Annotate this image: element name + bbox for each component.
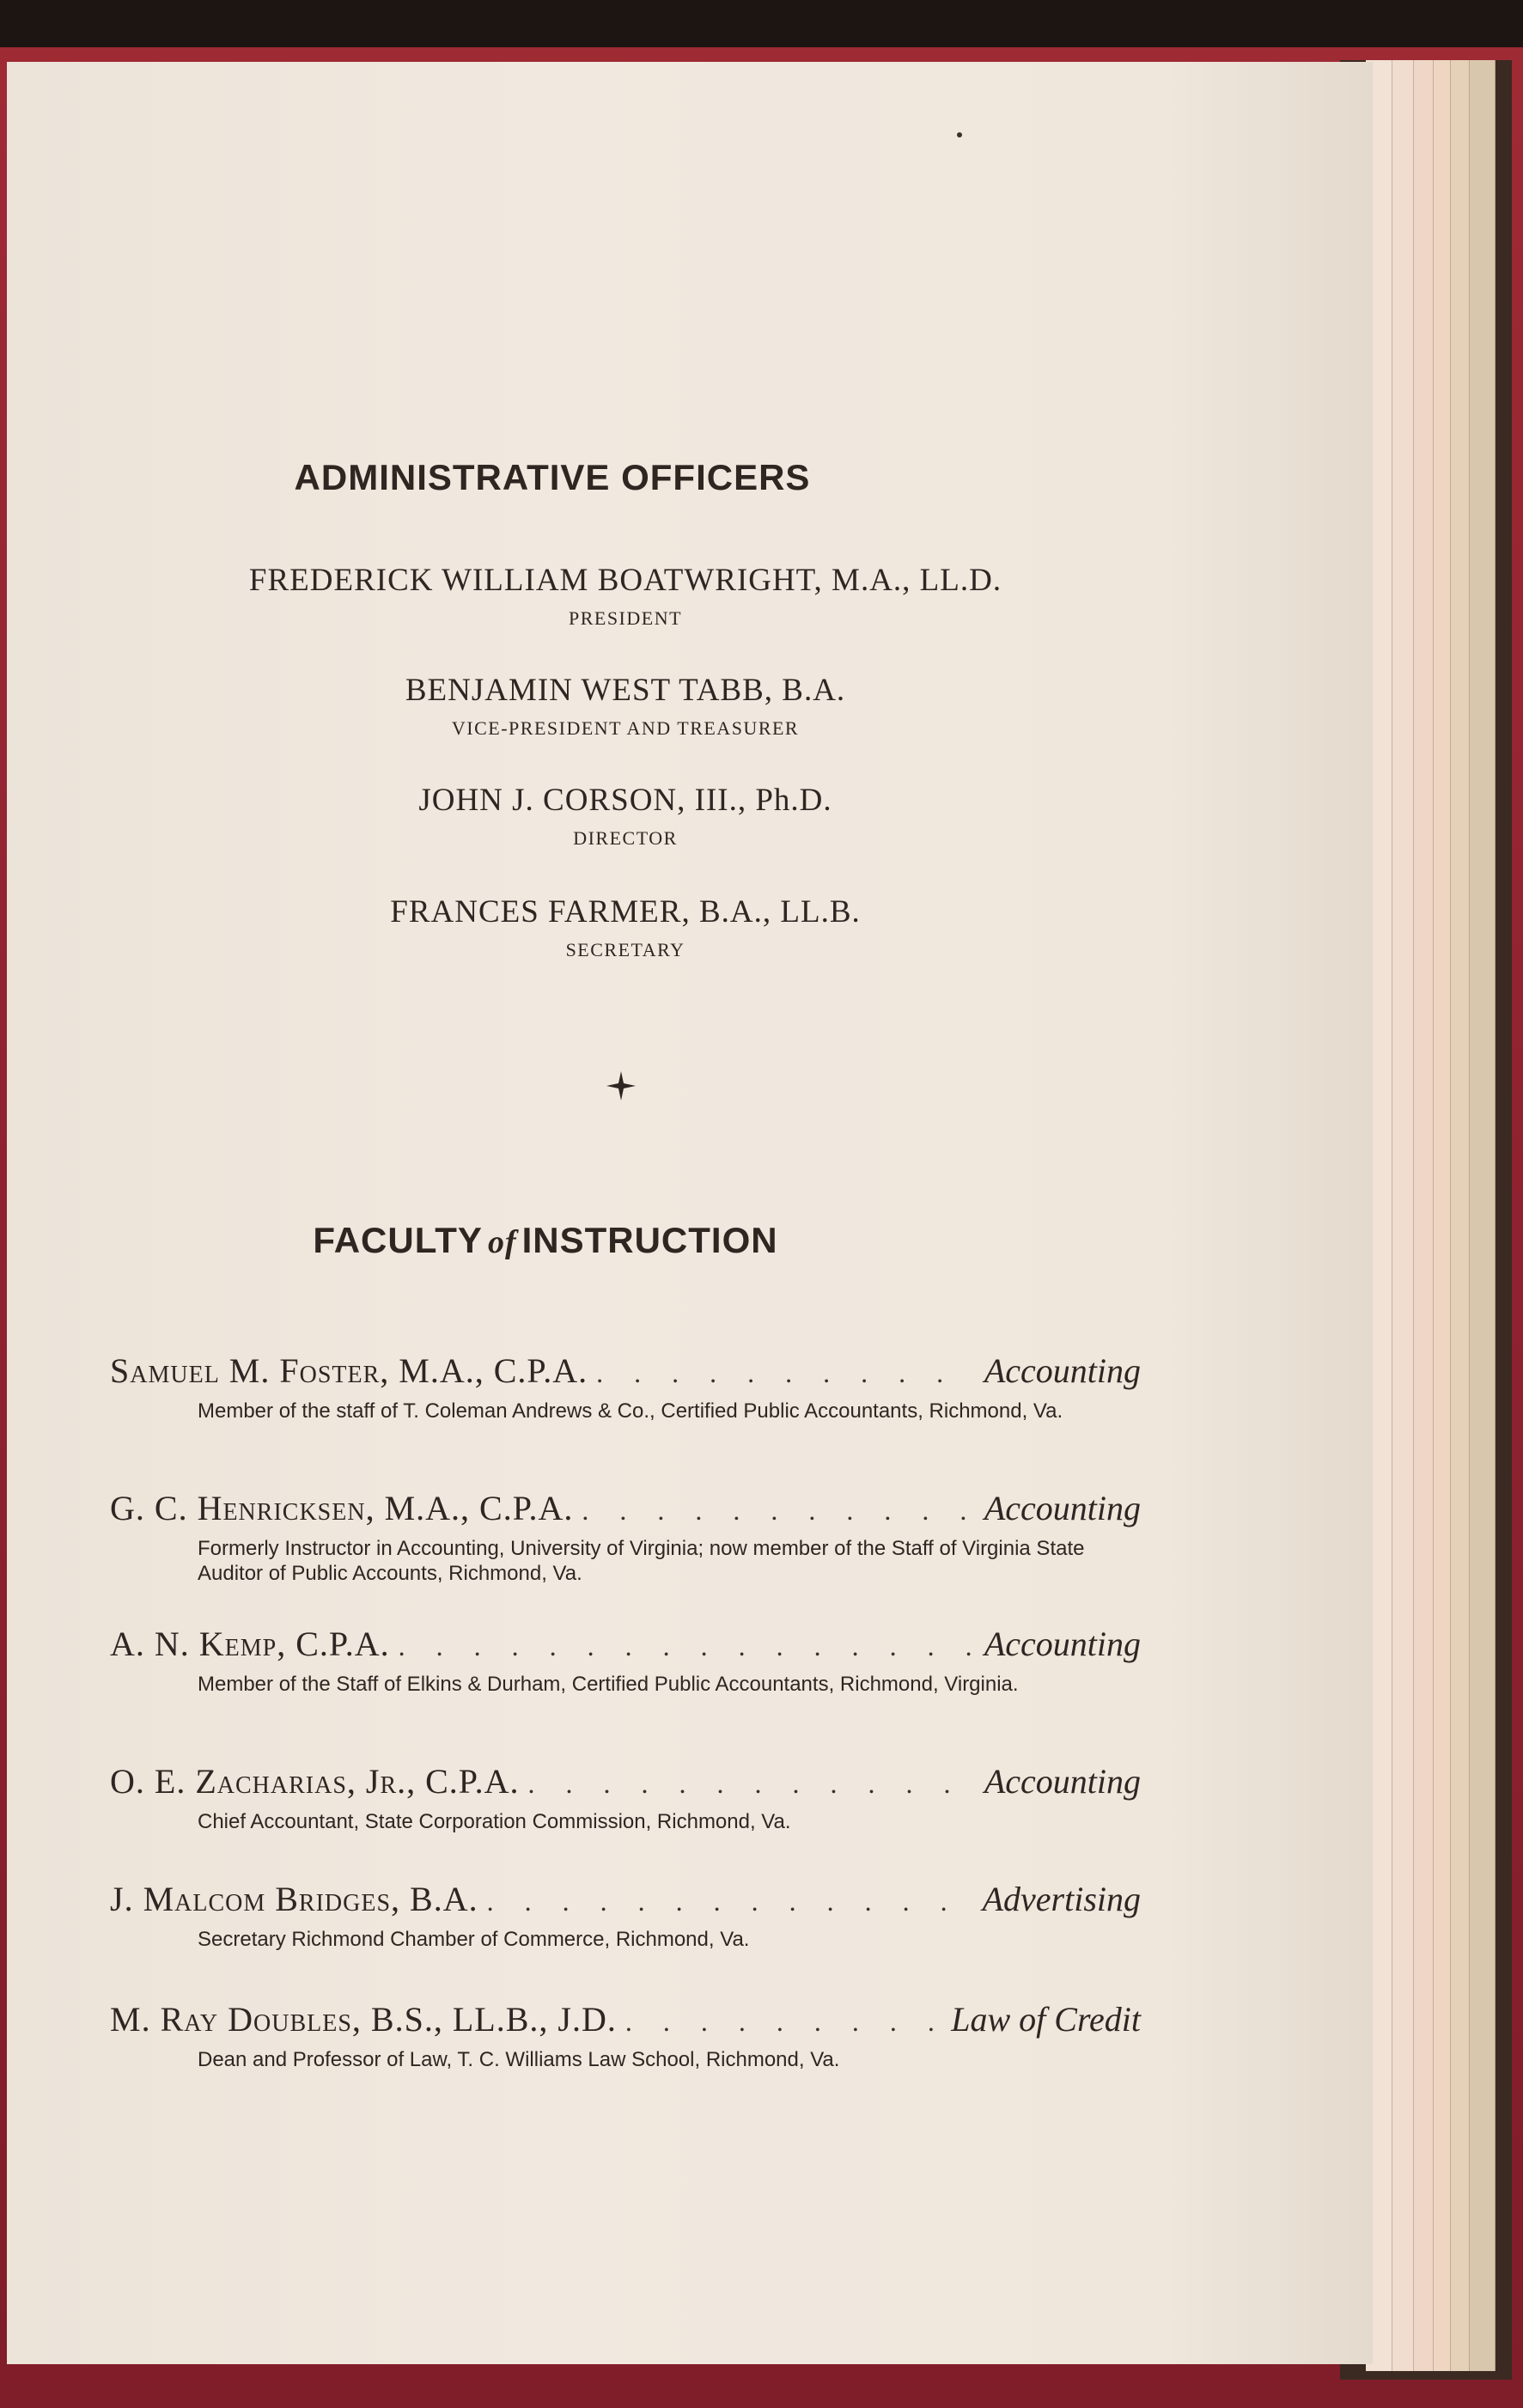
faculty-description: Member of the staff of T. Coleman Andrews & Co., Certified Public Accountants, Richmond, Va. <box>198 1399 1063 1423</box>
officer-entry <box>7 893 1244 961</box>
document-page <box>7 62 1373 2364</box>
faculty-member <box>110 1350 1141 1423</box>
dot-leader <box>399 1625 976 1667</box>
faculty-subject: Accounting <box>984 1489 1141 1527</box>
dot-leader <box>528 1763 976 1804</box>
dot-leader <box>596 1352 976 1393</box>
faculty-member <box>110 1488 1141 1586</box>
faculty-name: M. Ray Doubles, B.S., LL.B., J.D. <box>110 2000 617 2039</box>
faculty-description: Dean and Professor of Law, T. C. Williams Law School, Richmond, Va. <box>198 2048 840 2071</box>
faculty-description: Member of the Staff of Elkins & Durham, Certified Public Accountants, Richmond, Virginia. <box>198 1673 1019 1696</box>
officer-title: PRESIDENT <box>568 607 683 629</box>
administrative-officers-heading: ADMINISTRATIVE OFFICERS <box>294 457 811 497</box>
officer-name: FREDERICK WILLIAM BOATWRIGHT, M.A., LL.D. <box>248 563 1002 598</box>
faculty-of-instruction-heading <box>0 1220 1228 1261</box>
faculty-name: G. C. Henricksen, M.A., C.P.A. <box>110 1489 574 1527</box>
faculty-row <box>110 1879 1141 1922</box>
faculty-subject: Accounting <box>984 1762 1141 1801</box>
officer-name: JOHN J. CORSON, III., Ph.D. <box>418 783 832 818</box>
faculty-subject: Advertising <box>982 1880 1141 1918</box>
faculty-description: Secretary Richmond Chamber of Commerce, Richmond, Va. <box>198 1928 750 1951</box>
faculty-subject: Accounting <box>984 1351 1141 1390</box>
faculty-subject: Law of Credit <box>951 2000 1141 2039</box>
faculty-description: Chief Accountant, State Corporation Commission, Richmond, Va. <box>198 1810 791 1833</box>
faculty-subject: Accounting <box>984 1625 1141 1663</box>
heading-instruction-word: INSTRUCTION <box>521 1220 778 1260</box>
faculty-row <box>110 1624 1141 1667</box>
officer-entry <box>7 562 1244 630</box>
faculty-row <box>110 1761 1141 1804</box>
dot-leader <box>582 1490 975 1531</box>
officer-name: FRANCES FARMER, B.A., LL.B. <box>390 894 861 930</box>
heading-faculty-word: FACULTY <box>313 1220 483 1260</box>
dot-leader <box>625 2001 942 2042</box>
faculty-name: Samuel M. Foster, M.A., C.P.A. <box>110 1351 588 1390</box>
faculty-row <box>110 1350 1141 1393</box>
officer-title: SECRETARY <box>565 939 685 960</box>
four-point-star-icon <box>606 1071 636 1100</box>
faculty-row <box>110 1488 1141 1531</box>
officer-name: BENJAMIN WEST TABB, B.A. <box>405 673 846 708</box>
faculty-row <box>110 1999 1141 2042</box>
faculty-name: O. E. Zacharias, Jr., C.P.A. <box>110 1762 520 1801</box>
faculty-description: Formerly Instructor in Accounting, University of Virginia; now member of the Staff of Virginia State Auditor of Public Accounts, Richmond, Va. <box>198 1537 1085 1585</box>
faculty-member <box>110 1624 1141 1697</box>
ink-speck <box>957 132 962 137</box>
heading-of-word: of <box>487 1224 517 1260</box>
officer-entry <box>7 782 1244 850</box>
officer-title: DIRECTOR <box>573 827 678 849</box>
faculty-name: J. Malcom Bridges, B.A. <box>110 1880 478 1918</box>
dot-leader <box>487 1881 974 1922</box>
faculty-name: A. N. Kemp, C.P.A. <box>110 1625 390 1663</box>
officer-entry <box>7 672 1244 740</box>
faculty-member <box>110 1761 1141 1834</box>
faculty-member <box>110 1879 1141 1952</box>
officer-title: VICE-PRESIDENT AND TREASURER <box>451 717 800 739</box>
faculty-member <box>110 1999 1141 2072</box>
